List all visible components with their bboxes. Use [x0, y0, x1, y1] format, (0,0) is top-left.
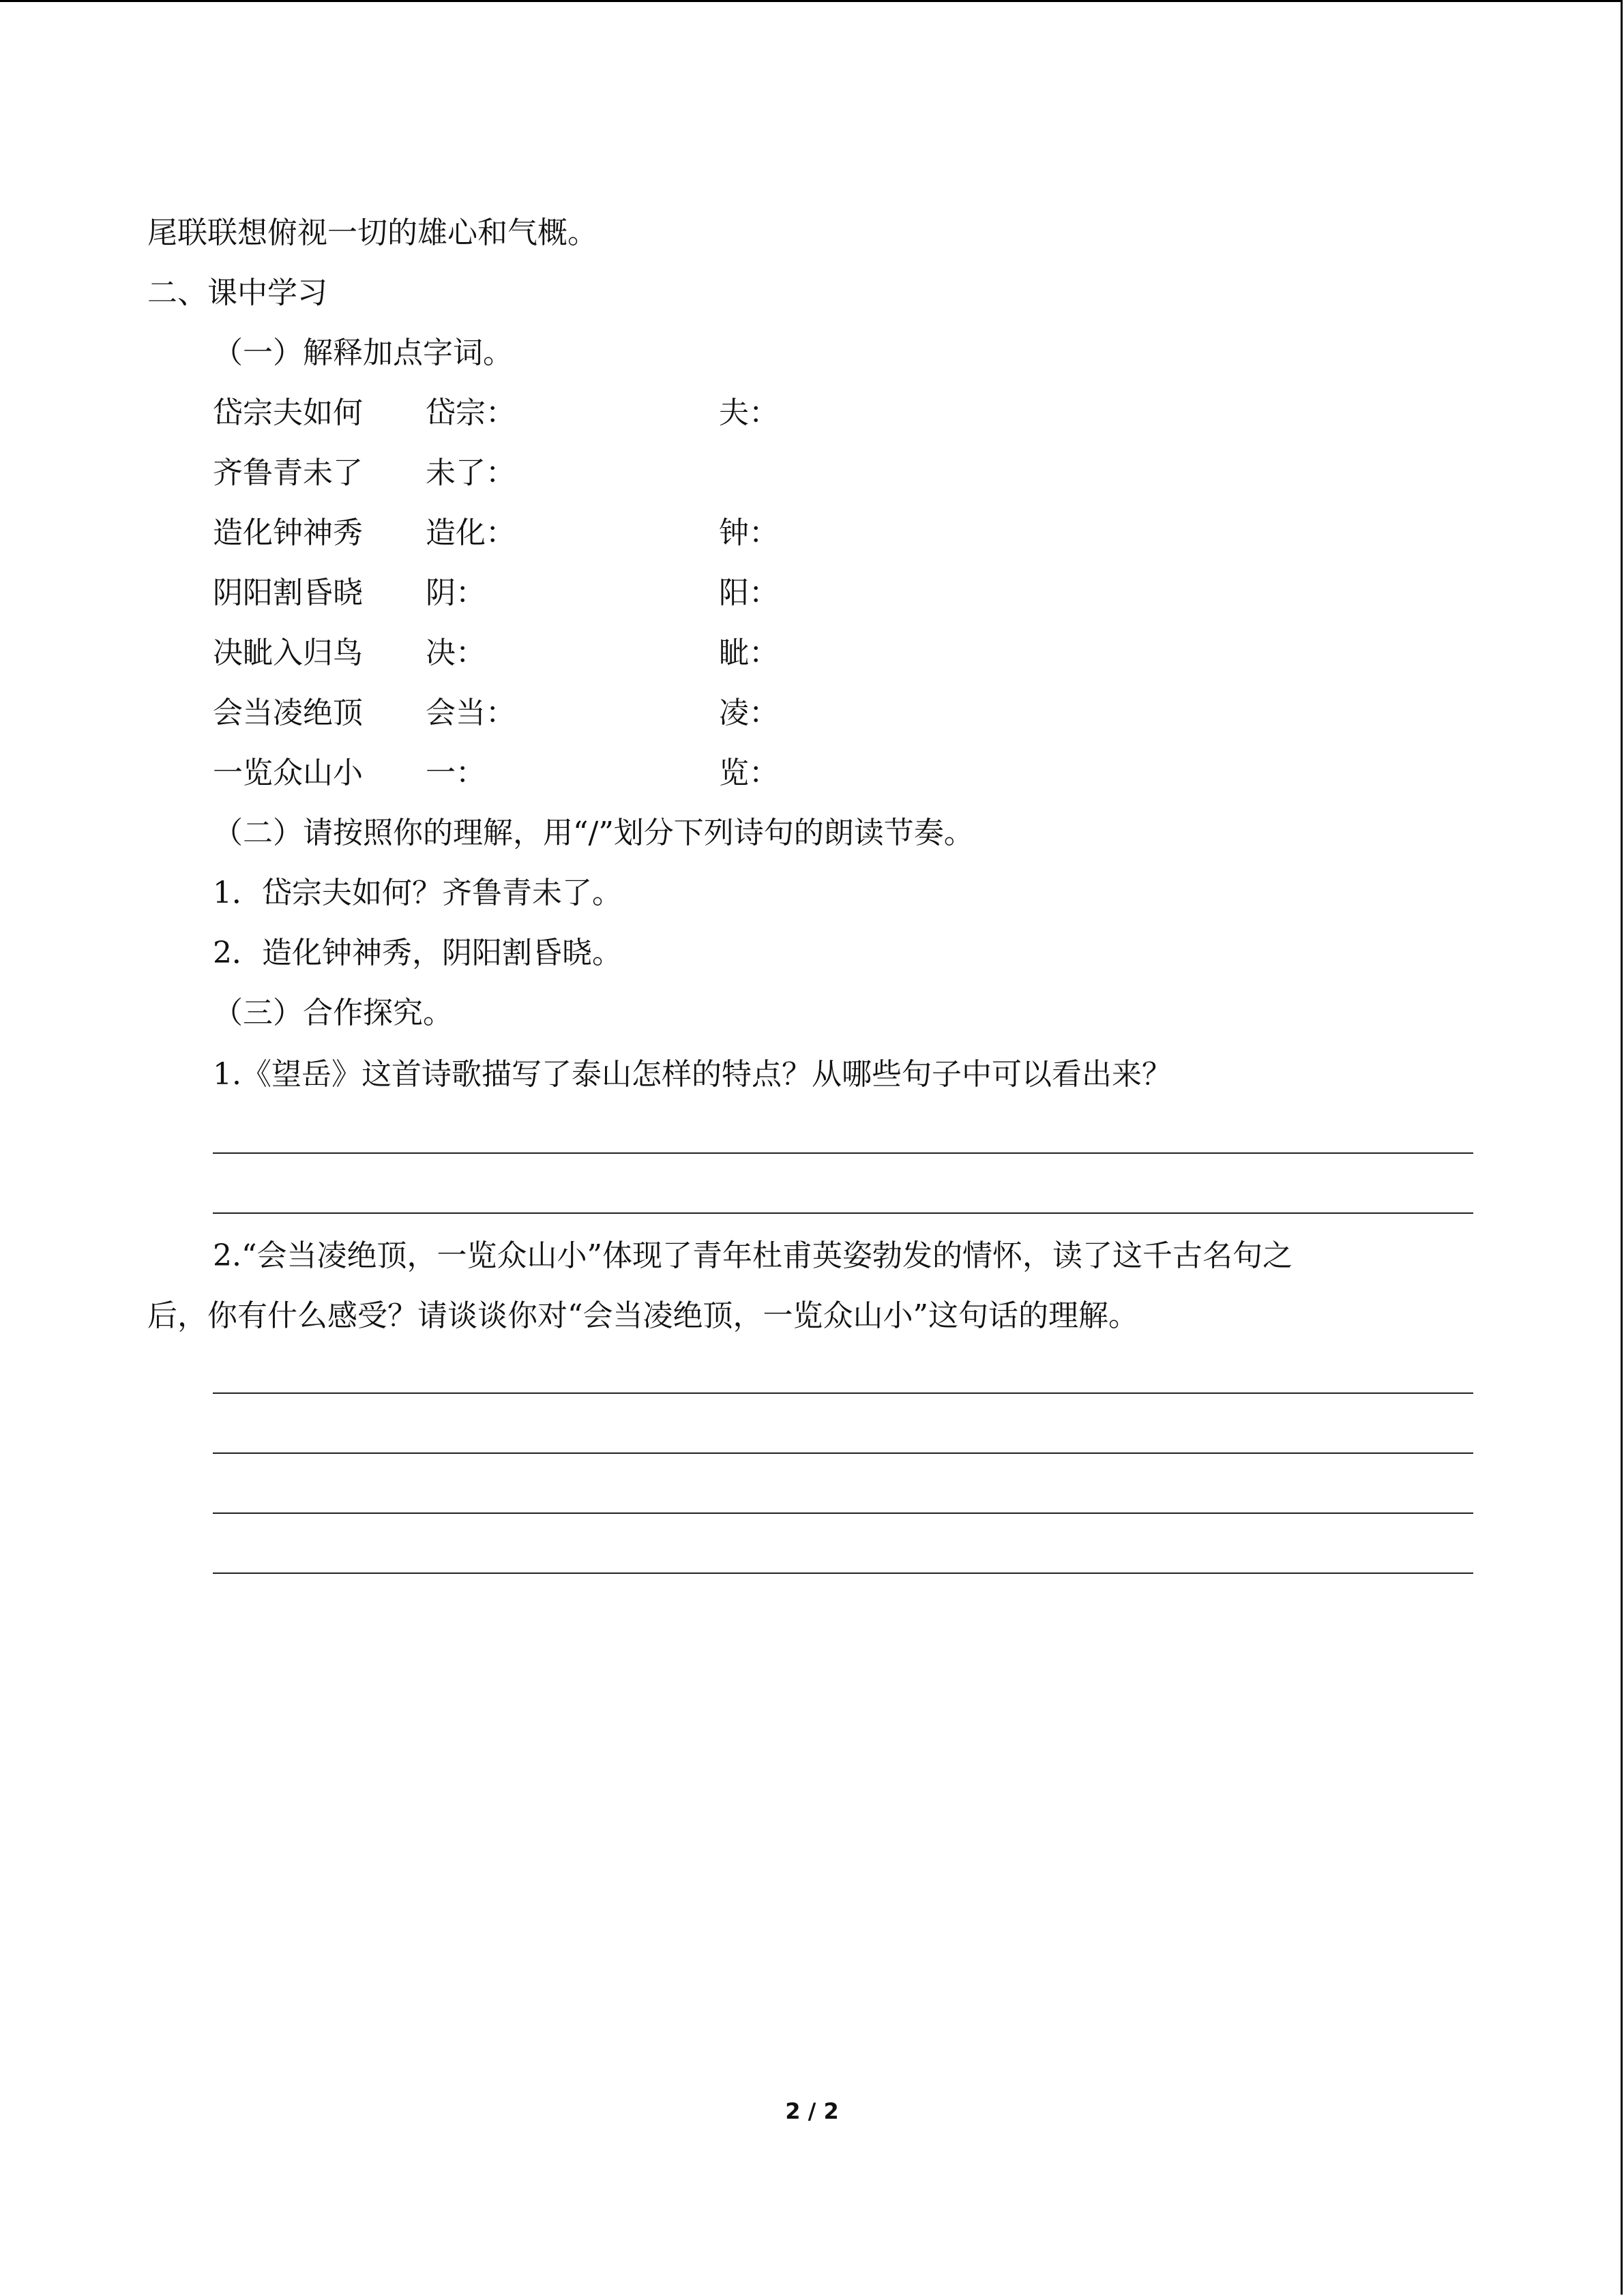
poem-line: 一览众山小: [213, 756, 363, 790]
term-label: 一：: [426, 756, 486, 790]
term-label: 决：: [426, 636, 486, 670]
question-1: 1.《望岳》这首诗歌描写了泰山怎样的特点？从哪些句子中可以看出来？: [213, 1057, 1172, 1092]
answer-line[interactable]: [213, 1452, 1473, 1454]
question-2-line-1: 2.“会当凌绝顶，一览众山小”体现了青年杜甫英姿勃发的情怀，读了这千古名句之: [213, 1238, 1293, 1273]
term-label: 阴：: [426, 576, 486, 610]
poem-line: 会当凌绝顶: [213, 696, 363, 730]
term-label: 凌：: [719, 696, 779, 730]
term-label: 夫：: [719, 396, 779, 430]
term-label: 钟：: [719, 516, 779, 550]
answer-line[interactable]: [213, 1152, 1473, 1154]
term-label: 眦：: [719, 636, 779, 670]
intro-line: 尾联联想俯视一切的雄心和气概。: [147, 215, 597, 250]
poem-line: 阴阳割昏晓: [213, 576, 363, 610]
part3-heading: （三）合作探究。: [213, 996, 453, 1030]
answer-line[interactable]: [213, 1512, 1473, 1514]
poem-line: 造化钟神秀: [213, 516, 363, 550]
term-label: 会当：: [426, 696, 516, 730]
answer-line[interactable]: [213, 1392, 1473, 1394]
section-title: 二、课中学习: [147, 275, 327, 310]
part1-heading: （一）解释加点字词。: [213, 336, 513, 370]
poem-line: 岱宗夫如何: [213, 396, 363, 430]
answer-line[interactable]: [213, 1572, 1473, 1574]
term-label: 阳：: [719, 576, 779, 610]
part2-heading: （二）请按照你的理解，用“/”划分下列诗句的朗读节奏。: [213, 816, 974, 850]
term-label: 览：: [719, 756, 779, 790]
term-label: 岱宗：: [426, 396, 516, 430]
rhythm-item: 1．岱宗夫如何？齐鲁青未了。: [213, 876, 622, 910]
page-number: 2 / 2: [785, 2098, 839, 2124]
answer-line[interactable]: [213, 1212, 1473, 1214]
question-2-line-2: 后，你有什么感受？请谈谈你对“会当凌绝顶，一览众山小”这句话的理解。: [147, 1298, 1138, 1333]
poem-line: 决眦入归鸟: [213, 636, 363, 670]
rhythm-item: 2．造化钟神秀，阴阳割昏晓。: [213, 936, 622, 970]
term-label: 造化：: [426, 516, 516, 550]
poem-line: 齐鲁青未了: [213, 456, 363, 490]
term-label: 未了：: [426, 456, 516, 490]
